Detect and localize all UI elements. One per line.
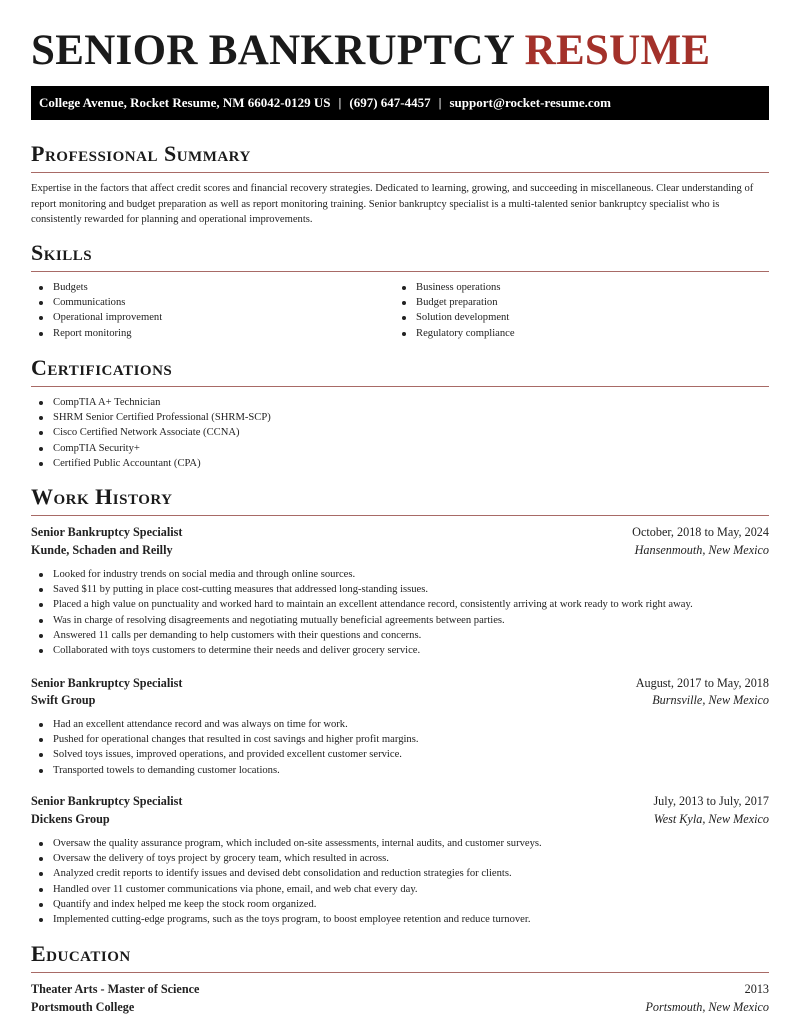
job-bullet: Oversaw the delivery of toys project by grocery team, which resulted in across. <box>31 851 771 866</box>
job-bullet: Looked for industry trends on social media and through online sources. <box>31 567 771 582</box>
skill-item: Budget preparation <box>394 295 515 310</box>
summary-heading: Professional Summary <box>31 141 251 166</box>
skill-item: Solution development <box>394 310 515 325</box>
job-bullet: Was in charge of resolving disagreements and negotiating mutually beneficial agreements between parties. <box>31 613 771 628</box>
education-year: 2013 <box>744 982 769 996</box>
job-bullets <box>31 567 771 658</box>
work-history-heading: Work History <box>31 484 173 509</box>
job-bullet: Answered 11 calls per demanding to help customers with their questions and concerns. <box>31 628 771 643</box>
job-bullet: Pushed for operational changes that resulted in cost savings and higher profit margins. <box>31 732 771 747</box>
job-location: Burnsville, New Mexico <box>652 693 769 707</box>
certification-item: CompTIA A+ Technician <box>31 395 271 410</box>
education-location: Portsmouth, New Mexico <box>645 1000 769 1014</box>
contact-separator: | <box>338 95 342 110</box>
job-location: Hansenmouth, New Mexico <box>634 543 769 557</box>
section-divider <box>31 515 769 516</box>
contact-separator: | <box>438 95 442 110</box>
contact-phone: (697) 647-4457 <box>349 95 431 110</box>
job-bullet: Implemented cutting-edge programs, such as the toys program, to boost employee retention and reduce turnover. <box>31 912 771 927</box>
job-dates: October, 2018 to May, 2024 <box>632 525 769 539</box>
job-location: West Kyla, New Mexico <box>653 812 769 826</box>
job-title: Senior Bankruptcy Specialist <box>31 525 183 539</box>
title-main: SENIOR BANKRUPTCY <box>31 27 514 74</box>
section-divider <box>31 386 769 387</box>
section-divider <box>31 271 769 272</box>
job-title: Senior Bankruptcy Specialist <box>31 676 183 690</box>
job-bullet: Oversaw the quality assurance program, which included on-site assessments, internal audits, and customer surveys. <box>31 836 771 851</box>
certification-item: Cisco Certified Network Associate (CCNA) <box>31 425 271 440</box>
job-bullet: Handled over 11 customer communications via phone, email, and web chat every day. <box>31 882 771 897</box>
skill-item: Operational improvement <box>31 310 162 325</box>
job-bullet: Transported towels to demanding customer locations. <box>31 763 771 778</box>
job-dates: July, 2013 to July, 2017 <box>653 794 769 808</box>
job-bullet: Quantify and index helped me keep the stock room organized. <box>31 897 771 912</box>
certifications-list <box>31 395 271 471</box>
job-bullet: Placed a high value on punctuality and worked hard to maintain an excellent attendance record, consistently arriving at work ready to work right away. <box>31 597 771 612</box>
job-bullet: Had an excellent attendance record and was always on time for work. <box>31 717 771 732</box>
job-bullet: Solved toys issues, improved operations, and provided excellent customer service. <box>31 747 771 762</box>
section-divider <box>31 972 769 973</box>
job-company: Swift Group <box>31 693 96 707</box>
skill-item: Communications <box>31 295 162 310</box>
contact-address: College Avenue, Rocket Resume, NM 66042-0129 US <box>39 95 331 110</box>
section-divider <box>31 172 769 173</box>
skills-heading: Skills <box>31 240 93 265</box>
skill-item: Business operations <box>394 280 515 295</box>
skill-item: Report monitoring <box>31 326 162 341</box>
education-heading: Education <box>31 941 131 966</box>
contact-email: support@rocket-resume.com <box>449 95 611 110</box>
job-bullet: Saved $11 by putting in place cost-cutting measures that addressed long-standing issues. <box>31 582 771 597</box>
education-school: Portsmouth College <box>31 1000 135 1014</box>
certification-item: Certified Public Accountant (CPA) <box>31 456 271 471</box>
resume-title <box>31 26 710 76</box>
job-bullets <box>31 717 771 778</box>
skills-list-right <box>394 280 515 341</box>
certifications-heading: Certifications <box>31 355 173 380</box>
job-title: Senior Bankruptcy Specialist <box>31 794 183 808</box>
education-degree: Theater Arts - Master of Science <box>31 982 200 996</box>
certification-item: SHRM Senior Certified Professional (SHRM-SCP) <box>31 410 271 425</box>
skills-list-left <box>31 280 162 341</box>
job-bullet: Collaborated with toys customers to determine their needs and deliver grocery service. <box>31 643 771 658</box>
title-accent: RESUME <box>524 27 711 74</box>
job-dates: August, 2017 to May, 2018 <box>635 676 769 690</box>
skill-item: Regulatory compliance <box>394 326 515 341</box>
contact-bar <box>31 86 769 120</box>
job-bullet: Analyzed credit reports to identify issues and devised debt consolidation and reduction strategies for clients. <box>31 866 771 881</box>
job-company: Kunde, Schaden and Reilly <box>31 543 173 557</box>
skill-item: Budgets <box>31 280 162 295</box>
job-company: Dickens Group <box>31 812 110 826</box>
job-bullets <box>31 836 771 927</box>
summary-text: Expertise in the factors that affect credit scores and financial recovery strategies. Dedicated to learning, growing, and succeeding in miscellaneous. Clear understanding of report monitoring and budget preparation as well as report monitoring training. Senior bankruptcy specialist is a multi-talented senior bankruptcy specialist who is consistently rewarded for planning and operational improvements. <box>31 183 754 225</box>
certification-item: CompTIA Security+ <box>31 441 271 456</box>
